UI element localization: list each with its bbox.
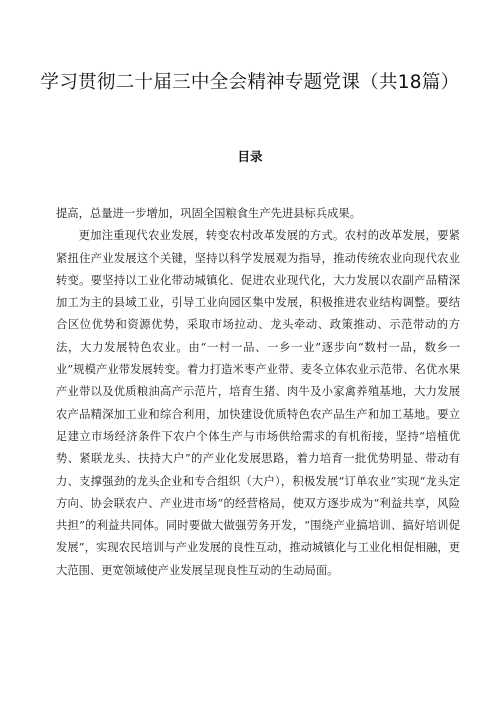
paragraph-2: 更加注重现代农业发展，转变农村改革发展的方式。农村的改革发展，要紧紧扭住产业发展这个关键，坚持以科学发展观为指导，推动传统农业向现代农业转变。要坚持以工业化带动城镇化、促进农业现代化，大力发展以农副产品精深加工为主的县域工业，引导工业向园区集中发展，积极推进农业结构调整。要结合区位优势和资源优势，采取市场拉动、龙头牵动、政策推动、示范带动的方法，大力发展特色农业。由“一村一品、一乡一业”逐步向“数村一品，数乡一业”规模产业带发展转变。着力打造米枣产业带、麦冬立体农业示范带、名优水果产业带以及优质粮油高产示范片，培育生猪、肉牛及小家禽养殖基地，大力发展农产品精深加工业和综合利用，加快建设优质特色农产品生产和加工基地。要立足建立市场经济条件下农户个体生产与市场供给需求的有机衔接，坚持“培植优势、紧联龙头、扶持大户”的产业化发展思路，着力培育一批优势明显、带动有力、支撑强劲的龙头企业和专合组织（大户），积极发展“订单农业”实现“龙头定方向、协会联农户、产业进市场”的经营格局，使双方逐步成为“利益共享，风险共担”的利益共同体。同时要做大做强劳务开发，“围绕产业搞培训、搞好培训促发展”，实现农民培训与产业发展的良性互动，推动城镇化与工业化相促相融，更大范围、更宽领域使产业发展呈现良性互动的生动局面。	[56, 229, 460, 577]
document-body	[56, 203, 460, 582]
paragraph-1: 提高，总量进一步增加，巩固全国粮食生产先进县标兵成果。	[56, 207, 362, 220]
toc-heading: 目录	[237, 149, 263, 164]
page-title: 学习贯彻二十届三中全会精神专题党课（共18篇）	[40, 72, 460, 93]
